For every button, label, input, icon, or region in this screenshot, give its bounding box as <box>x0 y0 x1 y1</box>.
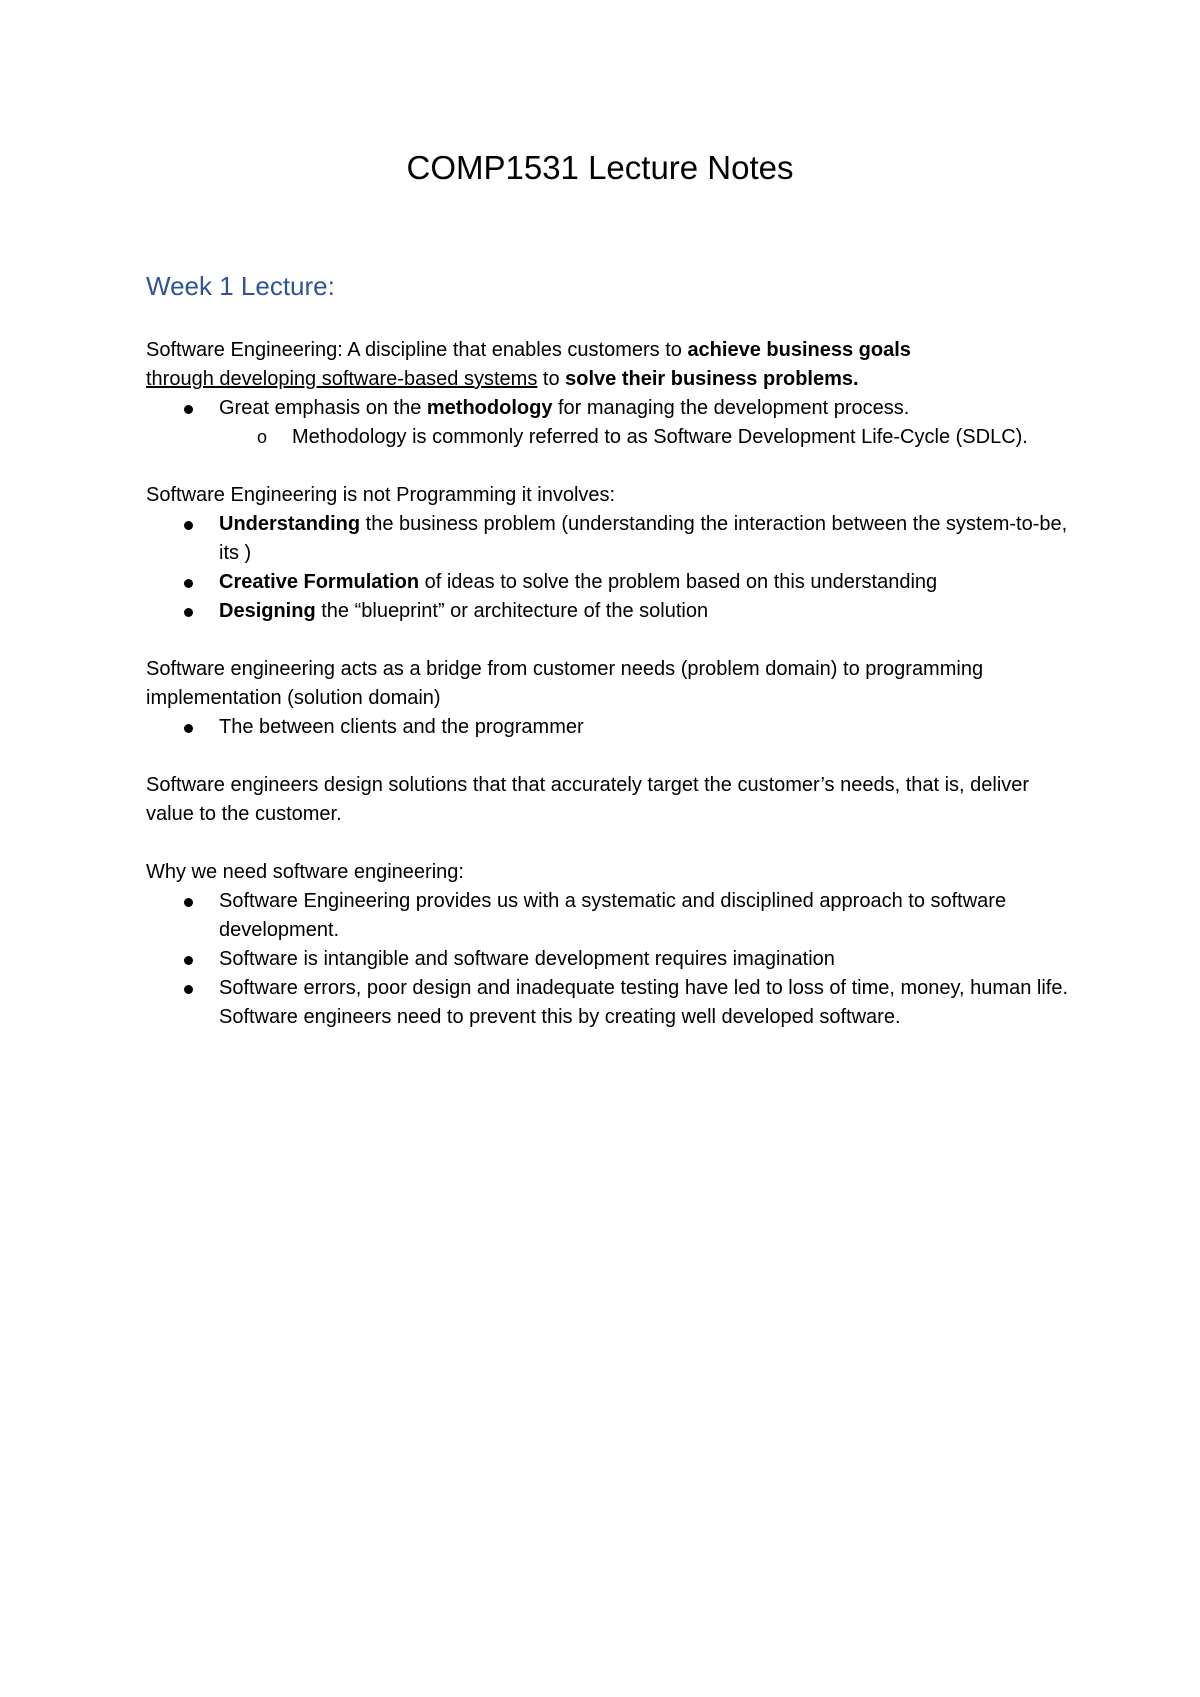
list-item <box>219 394 1076 452</box>
list-item <box>219 597 1076 626</box>
sub-bullet-list <box>219 423 1076 452</box>
definition-bold-problems: solve their business problems. <box>565 368 859 390</box>
bridge-paragraph: Software engineering acts as a bridge from customer needs (problem domain) to programming implementation (solution domain) <box>146 658 984 709</box>
sub-list-item: o Methodology is commonly referred to as Software Development Life-Cycle (SDLC). <box>292 423 1076 452</box>
definition-underlined: through developing software-based systems <box>146 368 538 390</box>
value-paragraph: Software engineers design solutions that that accurately target the customer’s needs, that is, deliver value to the customer. <box>146 774 1030 825</box>
definition-bullet-list <box>146 394 1076 452</box>
definition-paragraph <box>146 336 1076 394</box>
involves-list <box>146 510 1076 626</box>
item-text: of ideas to solve the problem based on this understanding <box>419 571 938 593</box>
definition-bold-goals: achieve business goals <box>687 339 911 361</box>
bullet-bold: methodology <box>426 397 553 419</box>
section-heading: Week 1 Lecture: <box>146 271 335 301</box>
bridge-list <box>146 713 1076 742</box>
bullet-text: for managing the development process. <box>552 397 910 419</box>
list-item: Software errors, poor design and inadequate testing have led to loss of time, money, human life. Software engineers need to prevent this by creating well developed software. <box>219 974 1076 1032</box>
list-item: The between clients and the programmer <box>219 713 1076 742</box>
definition-text-2: to <box>537 368 566 390</box>
list-item <box>219 510 1076 568</box>
why-intro: Why we need software engineering: <box>146 861 464 883</box>
list-item: Software is intangible and software development requires imagination <box>219 945 1076 974</box>
item-text: the business problem (understanding the interaction between the system-to-be, its ) <box>219 513 1068 564</box>
item-bold: Creative Formulation <box>219 571 420 593</box>
definition-text: Software Engineering: A discipline that enables customers to <box>146 339 688 361</box>
list-item: Software Engineering provides us with a systematic and disciplined approach to software development. <box>219 887 1076 945</box>
item-bold: Understanding <box>219 513 361 535</box>
lecture-body <box>146 336 1076 1032</box>
bullet-text: Great emphasis on the <box>219 397 427 419</box>
involves-intro: Software Engineering is not Programming it involves: <box>146 484 616 506</box>
why-list <box>146 887 1076 1032</box>
item-text: the “blueprint” or architecture of the solution <box>315 600 709 622</box>
item-bold: Designing <box>219 600 316 622</box>
document-title: COMP1531 Lecture Notes <box>406 149 794 186</box>
list-item <box>219 568 1076 597</box>
